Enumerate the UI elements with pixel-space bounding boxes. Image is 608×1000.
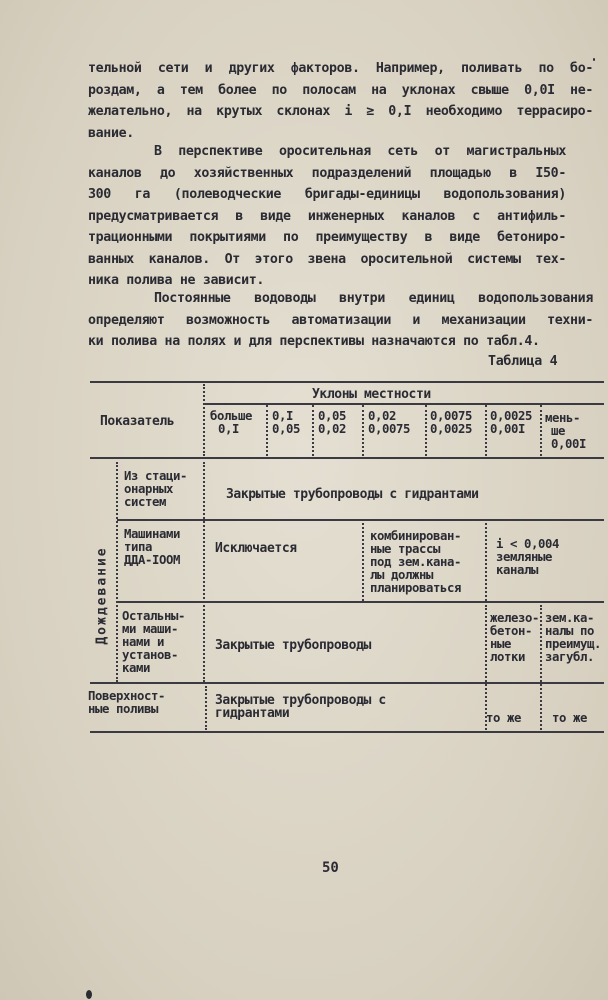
col-divider (116, 462, 118, 682)
row1-bottom-rule (117, 519, 604, 521)
col-divider (203, 384, 205, 456)
row3-label: Остальны- ми маши- нами и установ- ками (122, 609, 186, 675)
slope-col-3: 0,05 0,02 (318, 409, 347, 436)
slope-col-4: 0,02 0,0075 (368, 409, 411, 436)
table-caption: Таблица 4 (488, 354, 558, 369)
col-divider (485, 405, 487, 456)
row4-same-2: то же (552, 711, 588, 725)
col-divider (540, 605, 542, 730)
text-line: ника полива не зависит. (88, 273, 265, 288)
text-line: 300 га (полеводческие бригады-единицы водопользования) (88, 187, 566, 202)
ink-speck (593, 58, 595, 61)
col-divider (540, 405, 542, 456)
col-divider (362, 405, 364, 456)
row2-label: Машинами типа ДДА-IOOM (124, 527, 181, 567)
slope-col-6: 0,0025 0,00I (490, 409, 533, 436)
col-divider (312, 405, 314, 456)
row3-concrete: железо- бетон- ные лотки (490, 611, 540, 664)
rotated-label-sprinkling: Дождевание (94, 545, 110, 645)
header-slopes-group: Уклоны местности (312, 387, 431, 402)
header-group-rule (205, 403, 604, 405)
text-line: определяют возможность автоматизации и механизации техни- (88, 312, 593, 328)
table-top-rule (90, 381, 604, 383)
slope-col-5: 0,0075 0,0025 (430, 409, 473, 436)
header-indicator: Показатель (100, 414, 175, 429)
row3-earth: зем.ка- налы по преимущ. загубл. (545, 611, 602, 664)
col-divider (205, 686, 207, 730)
text-line: В перспективе оросительная сеть от магистральных (154, 144, 566, 159)
row2-combined: комбинирован- ные трассы под зем.кана- лы должны планироваться (370, 529, 462, 595)
col-divider (203, 462, 205, 682)
row1-text: Закрытые трубопроводы с гидрантами (226, 487, 479, 502)
paragraph-3 (88, 288, 593, 353)
text-line: желательно, на крутых склонах i ≥ 0,I необходимо террасиро- (88, 104, 593, 119)
text-line: вание. (88, 125, 134, 141)
ink-speck (86, 990, 92, 999)
text-line: тельной сети и других факторов. Например, поливать по бо- (88, 61, 593, 76)
table-bottom-rule (90, 731, 604, 733)
text-line: каналов до хозяйственных подразделений площадью в I50- (88, 165, 566, 181)
col-divider (485, 523, 487, 601)
text-line: роздам, а тем более по полосам на уклонах свыше 0,0I не- (88, 82, 593, 98)
row4-same-1: то же (486, 711, 522, 725)
text-line: ванных каналов. От этого звена оросительной системы тех- (88, 251, 566, 267)
row1-label: Из стаци- онарных систем (124, 469, 188, 509)
text-line: ки полива на полях и для перспективы назначаются по табл.4. (88, 334, 540, 349)
col-divider (362, 523, 364, 601)
col-divider (425, 405, 427, 456)
row4-label: Поверхност- ные поливы (88, 689, 166, 716)
text-line: Постоянные водоводы внутри единиц водопользования (154, 291, 593, 306)
row4-text: Закрытые трубопроводы с гидрантами (215, 693, 386, 721)
slope-col-7: мень- ше 0,00I (545, 411, 587, 451)
page-number: 50 (322, 860, 339, 876)
row2-condition: i < 0,004 земляные каналы (496, 537, 560, 577)
group-bottom-rule (90, 682, 604, 684)
paragraph-1 (88, 58, 593, 144)
row2-bottom-rule (117, 601, 604, 603)
slope-col-1: больше 0,I (210, 409, 253, 436)
row3-text: Закрытые трубопроводы (215, 638, 371, 653)
slope-col-2: 0,I 0,05 (272, 409, 301, 436)
header-bottom-rule (90, 457, 604, 459)
text-line: предусматривается в виде инженерных каналов с антифиль- (88, 208, 566, 224)
row2-text: Исключается (215, 541, 297, 556)
text-line: трационными покрытиями по преимуществу в виде бетониро- (88, 230, 566, 245)
col-divider (266, 405, 268, 456)
paragraph-2 (88, 141, 566, 292)
